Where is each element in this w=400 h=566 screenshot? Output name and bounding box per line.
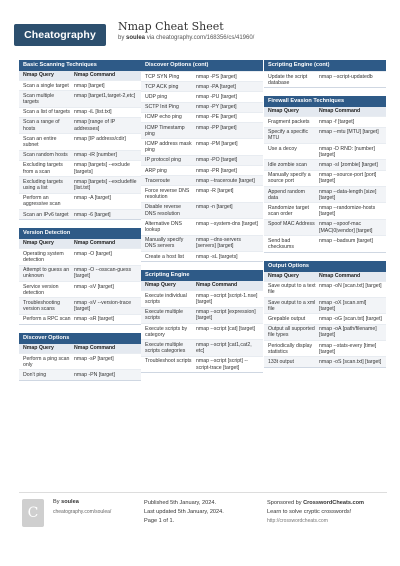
sponsor-link[interactable]: http://crosswordcheats.com xyxy=(267,518,328,524)
query-cell: Disable reverse DNS resolution xyxy=(145,204,182,217)
command-cell: nmap -PO [target] xyxy=(196,157,238,164)
query-cell: Troubleshooting version scans xyxy=(23,299,61,313)
command-cell: nmap [targets] --excludefile [list.txt] xyxy=(74,178,137,191)
sponsor-tagline: Learn to solve cryptic crosswords! xyxy=(267,509,352,515)
command-cell: nmap [range of IP addresses] xyxy=(74,119,116,132)
col-header-query: Nmap Query xyxy=(268,272,299,279)
footer-author xyxy=(53,499,79,505)
query-cell: Execute multiple scripts categories xyxy=(145,341,186,355)
section-rows xyxy=(141,71,263,261)
query-cell: Scan a single target xyxy=(23,82,69,89)
command-cell: nmap -oG [scan.txt] [target] xyxy=(319,315,382,322)
table-row xyxy=(19,80,141,90)
avatar-letter: C xyxy=(27,505,39,521)
page-number: Page 1 of 1. xyxy=(144,518,175,524)
command-cell: nmap -sV --version-trace [target] xyxy=(74,299,132,313)
table-row xyxy=(264,127,386,143)
section-title: Firewall Evasion Techniques xyxy=(264,96,386,107)
table-row xyxy=(141,356,263,372)
command-cell: nmap --script [script-1.nse] [target] xyxy=(196,292,258,305)
command-cell: nmap -A [target] xyxy=(74,195,111,202)
section-column-headers xyxy=(19,71,141,80)
section-title: Output Options xyxy=(264,261,386,272)
command-cell: nmap -oA [path/filename] [target] xyxy=(319,326,377,339)
table-row xyxy=(19,160,141,176)
table-row xyxy=(264,170,386,186)
query-cell: Manually specify DNS servers xyxy=(145,237,184,250)
col-header-command: Nmap Command xyxy=(319,108,361,115)
section-title: Scripting Engine (cont) xyxy=(264,60,386,71)
command-cell: nmap --script [expression] [target] xyxy=(196,309,256,322)
table-row xyxy=(19,176,141,192)
table-row xyxy=(264,143,386,159)
col-header-command: Nmap Command xyxy=(74,240,116,247)
footer-publish-info xyxy=(144,499,224,526)
query-cell: Troubleshoot scripts xyxy=(145,358,192,365)
table-row xyxy=(19,209,141,219)
command-cell: nmap -PS [target] xyxy=(196,73,237,80)
command-cell: nmap -oS [scan.txt] [target] xyxy=(319,358,382,365)
command-cell: nmap -sP [target] xyxy=(74,355,114,362)
table-row xyxy=(141,202,263,218)
command-cell: nmap --mtu [MTU] [target] xyxy=(319,129,379,136)
table-row xyxy=(141,218,263,234)
table-row xyxy=(141,290,263,306)
col-header-command: Nmap Command xyxy=(319,272,361,279)
command-cell: nmap -PA [target] xyxy=(196,83,236,90)
command-cell: nmap -PP [target] xyxy=(196,124,237,131)
table-row xyxy=(19,297,141,313)
query-cell: Specify a specific MTU xyxy=(268,129,309,142)
query-cell: IP protocol ping xyxy=(145,157,181,164)
page-subtitle xyxy=(118,35,254,41)
table-row xyxy=(141,122,263,138)
command-cell: nmap -sI [zombie] [target] xyxy=(319,161,378,168)
command-cell: nmap -n [target] xyxy=(196,204,233,211)
table-row xyxy=(19,107,141,117)
table-row xyxy=(19,150,141,160)
section-title: Discover Options (cont) xyxy=(141,60,263,71)
command-cell: nmap -sR [target] xyxy=(74,316,115,323)
table-row xyxy=(19,369,141,379)
query-cell: 133t output xyxy=(268,358,294,365)
command-cell: nmap --script [cat] [target] xyxy=(196,325,256,332)
query-cell: Execute multiple scripts xyxy=(145,309,184,322)
command-cell: nmap -iR [number] xyxy=(74,152,117,159)
col-header-query: Nmap Query xyxy=(23,240,54,247)
command-cell: nmap -PR [target] xyxy=(196,167,237,174)
query-cell: Force reverse DNS resolution xyxy=(145,187,190,201)
query-cell: Execute scripts by category xyxy=(145,325,188,338)
section-rows xyxy=(264,71,386,87)
section-rows xyxy=(19,80,141,219)
command-cell: nmap -R [target] xyxy=(196,187,234,194)
query-cell: Use a decoy xyxy=(268,145,297,152)
section-rows xyxy=(19,248,141,324)
by-label: by xyxy=(118,35,125,41)
section-scripting-engine-cont xyxy=(264,60,386,88)
section-column-headers xyxy=(141,281,263,290)
query-cell: SCTP Init Ping xyxy=(145,104,179,111)
query-cell: Alternative DNS lookup xyxy=(145,220,182,233)
table-row xyxy=(19,314,141,324)
page-footer xyxy=(19,492,387,552)
query-cell: Fragment packets xyxy=(268,118,310,125)
footer-author-link[interactable]: cheatography.com/soulea/ xyxy=(53,509,112,515)
command-cell: nmap [target] xyxy=(74,82,105,89)
table-row xyxy=(264,356,386,366)
section-discover-options xyxy=(19,333,141,381)
command-cell: nmap -sL [targets] xyxy=(196,253,238,260)
table-row xyxy=(141,235,263,251)
command-cell: nmap --system-dns [target] xyxy=(196,220,258,227)
command-cell: nmap -iL [list.txt] xyxy=(74,109,112,116)
section-title: Basic Scanning Techniques xyxy=(19,60,141,71)
table-row xyxy=(141,323,263,339)
command-cell: nmap -oN [scan.txt] [target] xyxy=(319,283,382,290)
table-row xyxy=(141,251,263,261)
author-avatar[interactable] xyxy=(22,499,44,527)
table-row xyxy=(19,193,141,209)
table-row xyxy=(141,185,263,201)
query-cell: ICMP address mask ping xyxy=(145,140,192,154)
command-cell: nmap --stats-every [time] [target] xyxy=(319,342,377,355)
table-row xyxy=(264,186,386,202)
section-rows xyxy=(141,290,263,372)
command-cell: nmap --randomize-hosts [target] xyxy=(319,204,376,218)
cheatography-logo[interactable] xyxy=(14,24,106,46)
query-cell: Execute individual scripts xyxy=(145,292,187,305)
command-cell: nmap -f [target] xyxy=(319,118,355,125)
table-row xyxy=(19,133,141,149)
table-row xyxy=(19,248,141,264)
table-row xyxy=(264,159,386,169)
query-cell: Append random data xyxy=(268,188,305,201)
section-rows xyxy=(264,116,386,251)
footer-author-name[interactable]: soulea xyxy=(61,499,79,505)
updated-date: Last updated 5th January, 2024. xyxy=(144,509,224,515)
section-column-headers xyxy=(19,344,141,353)
command-cell: nmap -O --osscan-guess [target] xyxy=(74,267,132,280)
command-cell: nmap [targets] --exclude [targets] xyxy=(74,162,130,175)
section-scripting-engine xyxy=(141,270,263,373)
query-cell: Periodically display statistics xyxy=(268,342,313,355)
command-cell: nmap [IP address/cdir] xyxy=(74,135,126,142)
table-row xyxy=(264,297,386,313)
table-row xyxy=(141,155,263,165)
query-cell: Perform a RPC scan xyxy=(23,316,71,323)
table-row xyxy=(264,235,386,251)
table-row xyxy=(264,313,386,323)
query-cell: Grepable output xyxy=(268,315,306,322)
command-cell: nmap -O [target] xyxy=(74,250,112,257)
table-row xyxy=(141,81,263,91)
table-row xyxy=(264,219,386,235)
column-2 xyxy=(141,60,263,381)
table-row xyxy=(141,138,263,154)
table-row xyxy=(19,281,141,297)
section-title: Discover Options xyxy=(19,333,141,344)
author-link[interactable]: soulea xyxy=(126,35,146,41)
command-cell: nmap --dns-servers [servers] [target] xyxy=(196,237,241,250)
query-cell: Perform an aggressive scan xyxy=(23,195,61,208)
query-cell: Service version detection xyxy=(23,283,59,296)
section-rows xyxy=(19,353,141,380)
query-cell: Save output to a text file xyxy=(268,283,316,296)
query-cell: Create a host list xyxy=(145,253,184,260)
query-cell: Perform a ping scan only xyxy=(23,355,70,368)
table-row xyxy=(264,71,386,87)
command-cell: nmap -PU [target] xyxy=(196,93,237,100)
query-cell: Update the script database xyxy=(268,73,308,86)
sponsor-line xyxy=(267,499,364,508)
section-rows xyxy=(264,281,386,367)
query-cell: UDP ping xyxy=(145,93,168,100)
col-header-command: Nmap Command xyxy=(74,72,116,78)
col-header-command: Nmap Command xyxy=(196,282,238,289)
page-header xyxy=(0,0,400,58)
table-row xyxy=(264,281,386,297)
command-cell: nmap -oX [scan.xml] [target] xyxy=(319,299,367,312)
command-cell: nmap --traceroute [target] xyxy=(196,177,255,184)
table-row xyxy=(141,175,263,185)
section-column-headers xyxy=(264,272,386,281)
table-row xyxy=(264,324,386,340)
command-cell: nmap -PN [target] xyxy=(74,371,115,378)
logo-text: Cheatography xyxy=(24,29,96,41)
query-cell: Traceroute xyxy=(145,177,170,184)
query-cell: Scan an entire subnet xyxy=(23,135,57,148)
table-row xyxy=(19,353,141,369)
command-cell: nmap -sV [target] xyxy=(74,283,114,290)
published-date: Published 5th January, 2024. xyxy=(144,500,217,506)
footer-by-label: By xyxy=(53,499,60,505)
table-row xyxy=(141,307,263,323)
query-cell: Attempt to guess an unknown xyxy=(23,267,70,280)
command-cell: nmap -PE [target] xyxy=(196,114,237,121)
query-cell: ARP ping xyxy=(145,167,167,174)
table-row xyxy=(141,112,263,122)
table-row xyxy=(19,90,141,106)
table-row xyxy=(141,102,263,112)
table-row xyxy=(264,202,386,218)
command-cell: nmap -D RND: [number] [target] xyxy=(319,145,375,158)
command-cell: nmap --spoof-mac [MAC|0|vendor] [target] xyxy=(319,221,373,234)
col-header-command: Nmap Command xyxy=(74,345,116,352)
table-row xyxy=(141,339,263,355)
footer-sponsor xyxy=(267,499,364,526)
col-header-query: Nmap Query xyxy=(145,282,176,289)
table-row xyxy=(19,117,141,133)
command-cell: nmap -PM [target] xyxy=(196,140,238,147)
command-cell: nmap -6 [target] xyxy=(74,211,111,218)
query-cell: Excluding targets from a scan xyxy=(23,162,63,175)
sponsor-name[interactable]: CrosswordCheats.com xyxy=(303,500,365,506)
query-cell: Manually specify a source port xyxy=(268,172,311,185)
section-title: Scripting Engine xyxy=(141,270,263,281)
table-row xyxy=(141,71,263,81)
query-cell: Send bad checksums xyxy=(268,237,294,250)
command-cell: nmap --script-updatedb xyxy=(319,73,373,80)
query-cell: Scan multiple targets xyxy=(23,92,55,105)
section-firewall-evasion xyxy=(264,96,386,252)
query-cell: Scan random hosts xyxy=(23,152,68,159)
sheet-url[interactable]: via cheatography.com/168356/cs/41960/ xyxy=(146,35,255,41)
section-column-headers xyxy=(264,107,386,116)
query-cell: Output all supported file types xyxy=(268,326,315,339)
query-cell: Spoof MAC Address xyxy=(268,221,315,228)
query-cell: Randomize target scan order xyxy=(268,204,309,218)
command-cell: nmap --script [cat1,cat2, etc] xyxy=(196,341,252,355)
query-cell: Excluding targets using a list xyxy=(23,178,63,191)
section-version-detection xyxy=(19,228,141,325)
section-title: Version Detection xyxy=(19,228,141,239)
command-cell: nmap --script [script] --script-trace [target] xyxy=(196,358,248,371)
query-cell: Operating system detection xyxy=(23,250,64,263)
col-header-query: Nmap Query xyxy=(23,345,54,352)
section-column-headers xyxy=(19,239,141,248)
table-row xyxy=(19,265,141,281)
table-row xyxy=(264,340,386,356)
section-basic-scanning xyxy=(19,60,141,220)
column-1 xyxy=(19,60,141,389)
query-cell: Save output to a xml file xyxy=(268,299,316,312)
query-cell: TCP ACK ping xyxy=(145,83,179,90)
query-cell: Don't ping xyxy=(23,371,47,378)
col-header-query: Nmap Query xyxy=(23,72,54,78)
query-cell: Idle zombie scan xyxy=(268,161,307,168)
col-header-query: Nmap Query xyxy=(268,108,299,115)
command-cell: nmap --data-length [size] [target] xyxy=(319,188,377,201)
query-cell: TCP SYN Ping xyxy=(145,73,180,80)
command-cell: nmap --badsum [target] xyxy=(319,237,373,244)
table-row xyxy=(264,116,386,126)
query-cell: Scan an IPv6 target xyxy=(23,211,69,218)
query-cell: Scan a range of hosts xyxy=(23,119,60,132)
query-cell: ICMP Timestamp ping xyxy=(145,124,185,137)
page-title: Nmap Cheat Sheet xyxy=(118,20,224,33)
column-3 xyxy=(264,60,386,376)
table-row xyxy=(141,165,263,175)
section-discover-options-cont xyxy=(141,60,263,262)
section-output-options xyxy=(264,261,386,368)
query-cell: ICMP echo ping xyxy=(145,114,182,121)
command-cell: nmap [target1,target-2,etc] xyxy=(74,92,136,99)
table-row xyxy=(141,91,263,101)
command-cell: nmap --source-port [port] [target] xyxy=(319,172,377,185)
query-cell: Scan a list of targets xyxy=(23,109,70,116)
sponsor-prefix: Sponsored by xyxy=(267,500,302,506)
command-cell: nmap -PY [target] xyxy=(196,104,237,111)
